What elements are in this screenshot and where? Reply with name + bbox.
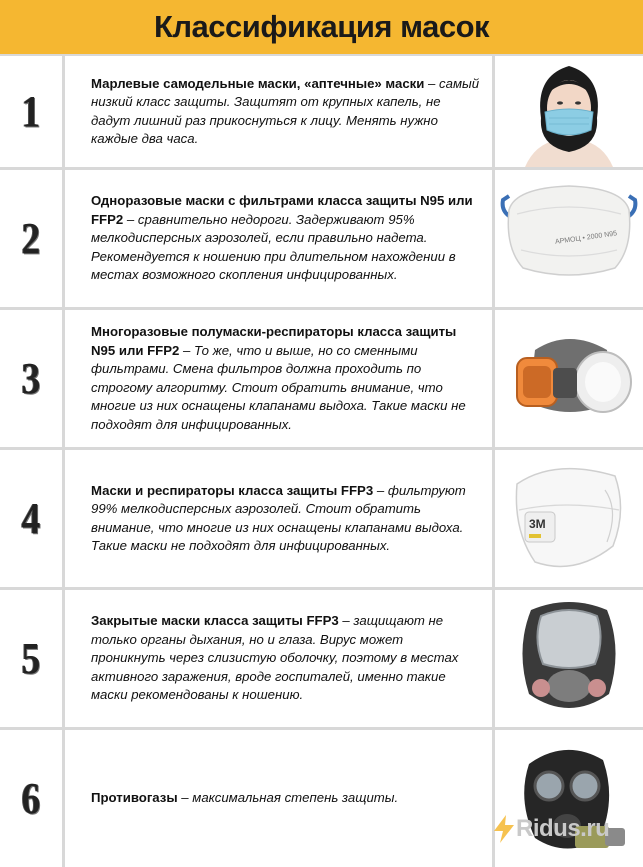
row-number-cell (0, 170, 62, 307)
row-description (65, 482, 492, 556)
row-description-cell (65, 730, 492, 867)
row-description-cell (65, 56, 492, 167)
row-image-cell (495, 590, 643, 727)
full-face-mask-icon (495, 590, 643, 727)
row-description (65, 75, 492, 149)
3m-valve-respirator-icon (495, 450, 643, 587)
row-detail: – То же, что и выше, но со сменными фильтрами. Смена фильтров должна проходить по строгому алгоритму. Стоит обратить внимание, что многие из них оснащены клапанами выдоха. Такие маски не подходят для инфицированных. (91, 342, 466, 432)
row-description (65, 789, 410, 808)
row-image-cell (495, 56, 643, 167)
row-description-cell (65, 450, 492, 587)
table-row (0, 450, 643, 587)
row-number: 2 (21, 214, 41, 263)
row-number: 6 (21, 774, 41, 823)
table-row (0, 590, 643, 727)
row-description-cell (65, 310, 492, 447)
row-detail: – сравнительно недороги. Задерживают 95% мелкодисперсных аэрозолей, если правильно надета. Рекомендуется к ношению при длительном нахождении в местах возможного скопления инфицированных. (91, 211, 456, 283)
row-description (65, 612, 492, 705)
gas-mask-icon (495, 730, 643, 867)
row-detail: – фильтруют 99% мелкодисперсных аэрозолей. Стоит обратить внимание, что многие из них оснащены клапанами выдоха. Такие маски не подходят для инфицированных. (91, 482, 466, 553)
row-description (65, 192, 492, 285)
row-image-cell (495, 170, 643, 307)
row-number-cell (0, 310, 62, 447)
row-heading: Закрытые маски класса защиты FFP3 (91, 613, 339, 629)
row-number: 1 (21, 87, 41, 136)
svg-text:3M: 3M (529, 517, 546, 531)
row-heading: Марлевые самодельные маски, «аптечные» маски (91, 75, 425, 91)
half-mask-respirator-icon (495, 310, 643, 447)
disposable-respirator-icon (495, 170, 643, 307)
row-number-cell (0, 450, 62, 587)
row-heading: Маски и респираторы класса защиты FFP3 (91, 482, 374, 498)
row-detail: – максимальная степень защиты. (177, 790, 399, 806)
header-bar (0, 0, 643, 54)
row-description (65, 323, 492, 434)
row-detail: – защищают не только органы дыхания, но и глаза. Вирус может проникнуть через слизистую оболочку, поэтому в местах активного заражения, вроде госпиталей, именно такие маски рекомендованы к ношению. (91, 613, 459, 703)
row-detail: – самый низкий класс защиты. Защитят от крупных капель, не дадут лишний раз прикоснуться к лицу. Менять нужно каждые два часа. (91, 75, 480, 146)
row-number-cell (0, 730, 62, 867)
row-image-cell (495, 730, 643, 867)
watermark (492, 815, 609, 843)
watermark-text: Ridus.ru (516, 815, 610, 842)
row-image-cell (495, 450, 643, 587)
row-number: 4 (21, 494, 41, 543)
woman-with-surgical-mask-icon (495, 56, 643, 167)
row-image-cell (495, 310, 643, 447)
svg-text:АРМОЦ • 2000 N95: АРМОЦ • 2000 N95 (554, 230, 618, 246)
table-row (0, 310, 643, 447)
row-number: 3 (21, 354, 41, 403)
row-number-cell (0, 56, 62, 167)
row-heading: Одноразовые маски с фильтрами класса защиты N95 или FFP2 (91, 193, 473, 227)
row-heading: Противогазы (91, 790, 178, 806)
row-number: 5 (21, 634, 41, 683)
row-description-cell (65, 590, 492, 727)
table-row (0, 170, 643, 307)
row-heading: Многоразовые полумаски-респираторы класса защиты N95 или FFP2 (91, 324, 457, 358)
table-row (0, 56, 643, 167)
page-title: Классификация масок (153, 9, 490, 44)
table-row (0, 730, 643, 867)
lightning-icon (492, 815, 516, 843)
row-number-cell (0, 590, 62, 727)
row-description-cell (65, 170, 492, 307)
